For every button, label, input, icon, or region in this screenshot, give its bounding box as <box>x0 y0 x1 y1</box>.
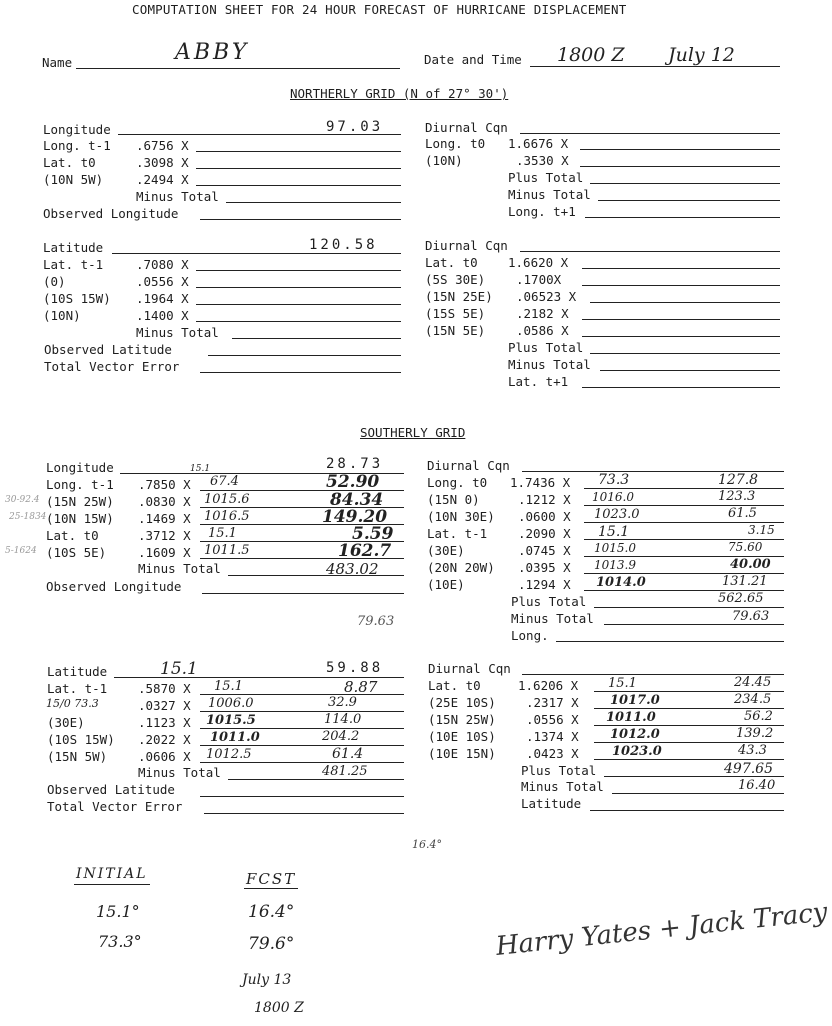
n-lon-observed: Observed Longitude <box>43 206 179 221</box>
sheet-title: COMPUTATION SHEET FOR 24 HOUR FORECAST OF HURRICANE DISPLACEMENT <box>132 2 627 17</box>
s-lon-diurnal-row-label: (10E) <box>427 577 465 592</box>
s-lat-row-input: 1012.5 <box>206 747 252 762</box>
n-lat-diurnal-row-label: Lat. t0 <box>425 255 478 270</box>
s-lat-diurnal-row-label: (10E 15N) <box>428 746 496 761</box>
n-lat-observed: Observed Latitude <box>44 342 172 357</box>
s-lat-row-result: 32.9 <box>328 695 357 710</box>
s-lon-diurnal-row-coef: .2090 X <box>518 526 571 541</box>
n-lat-row-label: (0) <box>43 274 66 289</box>
s-lon-diurnal-row-coef: .1212 X <box>518 492 571 507</box>
s-lat-row-margin: 15/0 73.3 <box>46 697 99 710</box>
n-lon-diurnal-title: Diurnal Cqn <box>425 120 508 135</box>
s-lat-diurnal-row-label: (15N 25W) <box>428 712 496 727</box>
s-lon-value: 28.73 <box>326 456 384 472</box>
s-lat-title-note: 15.1 <box>160 659 198 679</box>
n-lat-diurnal-row-coef: 1.6620 X <box>508 255 569 270</box>
s-lon-diurnal-row-input: 1014.0 <box>596 575 646 590</box>
fcst-lat: 16.4° <box>248 902 295 922</box>
s-lon-row-coef: .1469 X <box>138 511 191 526</box>
s-lon-row-result: 52.90 <box>326 472 380 492</box>
s-lat-row-label: (10S 15W) <box>47 732 115 747</box>
s-lat-error: Total Vector Error <box>47 799 183 814</box>
s-lon-row-input: 67.4 <box>210 474 239 489</box>
s-lat-row-result: 114.0 <box>324 712 362 727</box>
name-line <box>76 68 400 69</box>
s-lon-diurnal-row-input: 15.1 <box>598 524 630 540</box>
s-lon-diurnal-row-input: 1023.0 <box>594 507 640 522</box>
s-lon-diurnal-row-label: Lat. t-1 <box>427 526 488 541</box>
initial-label: INITIAL <box>76 866 148 882</box>
n-lat-diurnal-result: Lat. t+1 <box>508 374 569 389</box>
s-lat-diurnal-row-coef: .2317 X <box>526 695 579 710</box>
s-lon-diurnal-row-coef: .0600 X <box>518 509 571 524</box>
s-lat-row-coef: .2022 X <box>138 732 191 747</box>
s-lat-diurnal-row-result: 139.2 <box>736 726 774 741</box>
s-lon-diurnal-row-result: 3.15 <box>748 523 775 537</box>
s-lat-diurnal-row-input: 1023.0 <box>612 744 662 759</box>
s-lat-diurnal-row-label: (10E 10S) <box>428 729 496 744</box>
n-lat-row-label: Lat. t-1 <box>43 257 104 272</box>
northerly-heading: NORTHERLY GRID (N of 27° 30') <box>290 86 509 101</box>
s-lon-diurnal-row-label: (30E) <box>427 543 465 558</box>
s-lat-row-input: 1015.5 <box>206 713 256 728</box>
s-lon-diurnal-row-coef: .1294 X <box>518 577 571 592</box>
n-lon-row-label: (10N 5W) <box>43 172 104 187</box>
s-lat-diurnal-minus-total-value: 16.40 <box>738 778 776 793</box>
n-lat-diurnal-plus-total: Plus Total <box>508 340 584 355</box>
s-lon-title: Longitude <box>46 460 114 475</box>
s-lat-diurnal-title: Diurnal Cqn <box>428 661 511 676</box>
s-lat-value: 59.88 <box>326 660 384 676</box>
s-lon-diurnal-row-input: 1015.0 <box>594 541 636 555</box>
n-lon-diurnal-row-label: (10N) <box>425 153 463 168</box>
s-lon-diurnal-row-coef: .0395 X <box>518 560 571 575</box>
s-lat-row-coef: .0327 X <box>138 698 191 713</box>
s-lon-row-label: Long. t-1 <box>46 477 114 492</box>
s-lon-row-coef: .0830 X <box>138 494 191 509</box>
s-lon-row-label: (15N 25W) <box>46 494 114 509</box>
s-lat-diurnal-row-result: 234.5 <box>734 692 772 707</box>
n-lat-row-label: (10S 15W) <box>43 291 111 306</box>
n-lon-diurnal-result: Long. t+1 <box>508 204 576 219</box>
s-lon-row-result: 5.59 <box>352 524 394 544</box>
s-lon-diurnal-row-result: 123.3 <box>718 489 756 504</box>
s-lat-row-input: 15.1 <box>214 679 243 694</box>
s-lat-observed: Observed Latitude <box>47 782 175 797</box>
s-lat-row-label: Lat. t-1 <box>47 681 108 696</box>
fcst-label: FCST <box>246 870 297 888</box>
s-lon-diurnal-row-result: 40.00 <box>730 557 771 572</box>
s-lat-diurnal-result: Latitude <box>521 796 582 811</box>
datetime-label: Date and Time <box>424 52 522 67</box>
s-lat-row-result: 204.2 <box>322 729 360 744</box>
n-lat-minus-total: Minus Total <box>136 325 219 340</box>
n-lat-diurnal-title: Diurnal Cqn <box>425 238 508 253</box>
s-lon-row-coef: .1609 X <box>138 545 191 560</box>
n-lon-diurnal-plus-total: Plus Total <box>508 170 584 185</box>
s-lat-diurnal-row-coef: .0423 X <box>526 746 579 761</box>
s-lon-below-note: 79.63 <box>357 614 395 629</box>
s-lon-diurnal-row-label: (15N 0) <box>427 492 480 507</box>
s-lat-diurnal-row-label: Lat. t0 <box>428 678 481 693</box>
s-lat-diurnal-plus-total: Plus Total <box>521 763 597 778</box>
s-lat-diurnal-row-coef: .0556 X <box>526 712 579 727</box>
n-lat-diurnal-row-coef: .1700X <box>516 272 562 287</box>
s-lat-diurnal-plus-total-value: 497.65 <box>724 761 773 777</box>
fcst-lon: 79.6° <box>248 934 295 954</box>
n-lat-diurnal-row-coef: .06523 X <box>516 289 577 304</box>
n-lat-diurnal-row-coef: .2182 X <box>516 306 569 321</box>
signature: Harry Yates + Jack Tracy <box>494 897 829 962</box>
n-lon-row-label: Lat. t0 <box>43 155 96 170</box>
n-lon-minus-total: Minus Total <box>136 189 219 204</box>
s-lat-diurnal-row-result: 24.45 <box>734 675 772 690</box>
s-lon-minus-total-value: 483.02 <box>326 560 379 578</box>
n-lat-error: Total Vector Error <box>44 359 180 374</box>
s-lon-diurnal-row-input: 1016.0 <box>592 490 634 504</box>
initial-lon: 73.3° <box>98 932 142 951</box>
n-lat-diurnal-minus-total: Minus Total <box>508 357 591 372</box>
s-lon-diurnal-row-result: 75.60 <box>728 540 763 554</box>
n-lat-row-coef: .1400 X <box>136 308 189 323</box>
floating-note: 16.4° <box>412 838 442 851</box>
s-lon-diurnal-row-result: 127.8 <box>718 472 759 488</box>
s-lat-diurnal-row-coef: .1374 X <box>526 729 579 744</box>
datetime-line <box>530 66 780 67</box>
s-lon-row-input: 1011.5 <box>204 543 250 558</box>
s-lon-diurnal-minus-total-value: 79.63 <box>732 609 770 624</box>
n-lon-row-label: Long. t-1 <box>43 138 111 153</box>
n-lat-row-label: (10N) <box>43 308 81 323</box>
s-lat-row-coef: .5870 X <box>138 681 191 696</box>
s-lat-diurnal-row-input: 15.1 <box>608 676 637 691</box>
s-lon-row-result: 149.20 <box>322 507 388 527</box>
s-lat-title: Latitude <box>47 664 108 679</box>
s-lat-row-label: (30E) <box>47 715 85 730</box>
n-lon-diurnal-row-coef: .3530 X <box>516 153 569 168</box>
s-lat-row-result: 61.4 <box>332 746 364 762</box>
s-lon-diurnal-minus-total: Minus Total <box>511 611 594 626</box>
s-lon-row-label: (10S 5E) <box>46 545 107 560</box>
n-lat-diurnal-row-coef: .0586 X <box>516 323 569 338</box>
s-lon-diurnal-row-coef: 1.7436 X <box>510 475 571 490</box>
s-lon-row-label: Lat. t0 <box>46 528 99 543</box>
s-lon-row-coef: .7850 X <box>138 477 191 492</box>
s-lat-diurnal-row-input: 1012.0 <box>610 727 660 742</box>
s-lon-row-coef: .3712 X <box>138 528 191 543</box>
s-lat-minus-total: Minus Total <box>138 765 221 780</box>
s-lon-row-result: 84.34 <box>330 490 384 510</box>
s-lat-row-result: 8.87 <box>344 678 378 696</box>
southerly-heading: SOUTHERLY GRID <box>360 425 466 440</box>
n-lon-row-coef: .6756 X <box>136 138 189 153</box>
n-lat-diurnal-row-label: (15S 5E) <box>425 306 486 321</box>
s-lat-minus-total-value: 481.25 <box>322 764 368 779</box>
s-lat-row-coef: .0606 X <box>138 749 191 764</box>
n-lon-diurnal-minus-total: Minus Total <box>508 187 591 202</box>
s-lat-row-input: 1011.0 <box>210 730 260 745</box>
s-lat-diurnal-row-result: 56.2 <box>744 709 773 724</box>
s-lat-diurnal-row-input: 1011.0 <box>606 710 656 725</box>
s-lat-diurnal-row-input: 1017.0 <box>610 693 660 708</box>
s-lon-row-label: (10N 15W) <box>46 511 114 526</box>
s-lon-diurnal-row-label: Long. t0 <box>427 475 488 490</box>
n-lat-row-coef: .0556 X <box>136 274 189 289</box>
s-lon-row-input: 1016.5 <box>204 509 250 524</box>
n-lat-title: Latitude <box>43 240 104 255</box>
initial-lat: 15.1° <box>96 902 140 921</box>
s-lon-row-input: 15.1 <box>208 526 237 541</box>
datetime-date: July 12 <box>668 44 735 66</box>
s-lon-diurnal-row-label: (20N 20W) <box>427 560 495 575</box>
n-lon-diurnal-row-coef: 1.6676 X <box>508 136 569 151</box>
n-lat-diurnal-row-label: (5S 30E) <box>425 272 486 287</box>
n-lat-row-coef: .1964 X <box>136 291 189 306</box>
s-lat-diurnal-row-coef: 1.6206 X <box>518 678 579 693</box>
s-lon-title-note: 15.1 <box>190 464 211 474</box>
n-lon-diurnal-row-label: Long. t0 <box>425 136 486 151</box>
s-lat-row-coef: .1123 X <box>138 715 191 730</box>
s-lon-row-input: 1015.6 <box>204 492 250 507</box>
n-lat-diurnal-row-label: (15N 5E) <box>425 323 486 338</box>
s-lon-diurnal-row-result: 61.5 <box>728 506 757 521</box>
s-lon-row-margin: 30-92.4 <box>5 495 40 505</box>
name-value: ABBY <box>175 40 250 65</box>
n-lat-diurnal-row-label: (15N 25E) <box>425 289 493 304</box>
s-lon-diurnal-row-result: 131.21 <box>722 574 768 589</box>
s-lat-diurnal-minus-total: Minus Total <box>521 779 604 794</box>
s-lon-observed: Observed Longitude <box>46 579 182 594</box>
n-lat-value: 120.58 <box>309 237 378 253</box>
s-lat-row-label: (15N 5W) <box>47 749 108 764</box>
s-lat-row-input: 1006.0 <box>208 696 254 711</box>
s-lon-diurnal-plus-total-value: 562.65 <box>718 591 764 606</box>
s-lat-diurnal-row-result: 43.3 <box>738 743 767 758</box>
n-lon-title: Longitude <box>43 122 111 137</box>
s-lon-diurnal-result: Long. <box>511 628 549 643</box>
s-lon-diurnal-row-label: (10N 30E) <box>427 509 495 524</box>
s-lon-diurnal-row-coef: .0745 X <box>518 543 571 558</box>
s-lon-row-margin: 25-1834 <box>9 512 47 522</box>
n-lon-row-coef: .3098 X <box>136 155 189 170</box>
s-lon-row-result: 162.7 <box>338 541 392 561</box>
datetime-time: 1800 Z <box>557 44 625 66</box>
fcst-date: July 13 <box>242 972 292 988</box>
fcst-time: 1800 Z <box>254 1000 304 1016</box>
s-lat-diurnal-row-label: (25E 10S) <box>428 695 496 710</box>
s-lon-diurnal-title: Diurnal Cqn <box>427 458 510 473</box>
n-lon-row-coef: .2494 X <box>136 172 189 187</box>
s-lon-diurnal-row-input: 73.3 <box>598 472 630 488</box>
n-lat-row-coef: .7080 X <box>136 257 189 272</box>
name-label: Name <box>42 55 73 70</box>
s-lon-minus-total: Minus Total <box>138 561 221 576</box>
s-lon-diurnal-row-input: 1013.9 <box>594 558 636 572</box>
s-lon-diurnal-plus-total: Plus Total <box>511 594 587 609</box>
s-lon-row-margin: 5-1624 <box>5 546 37 556</box>
n-lon-value: 97.03 <box>326 119 384 135</box>
